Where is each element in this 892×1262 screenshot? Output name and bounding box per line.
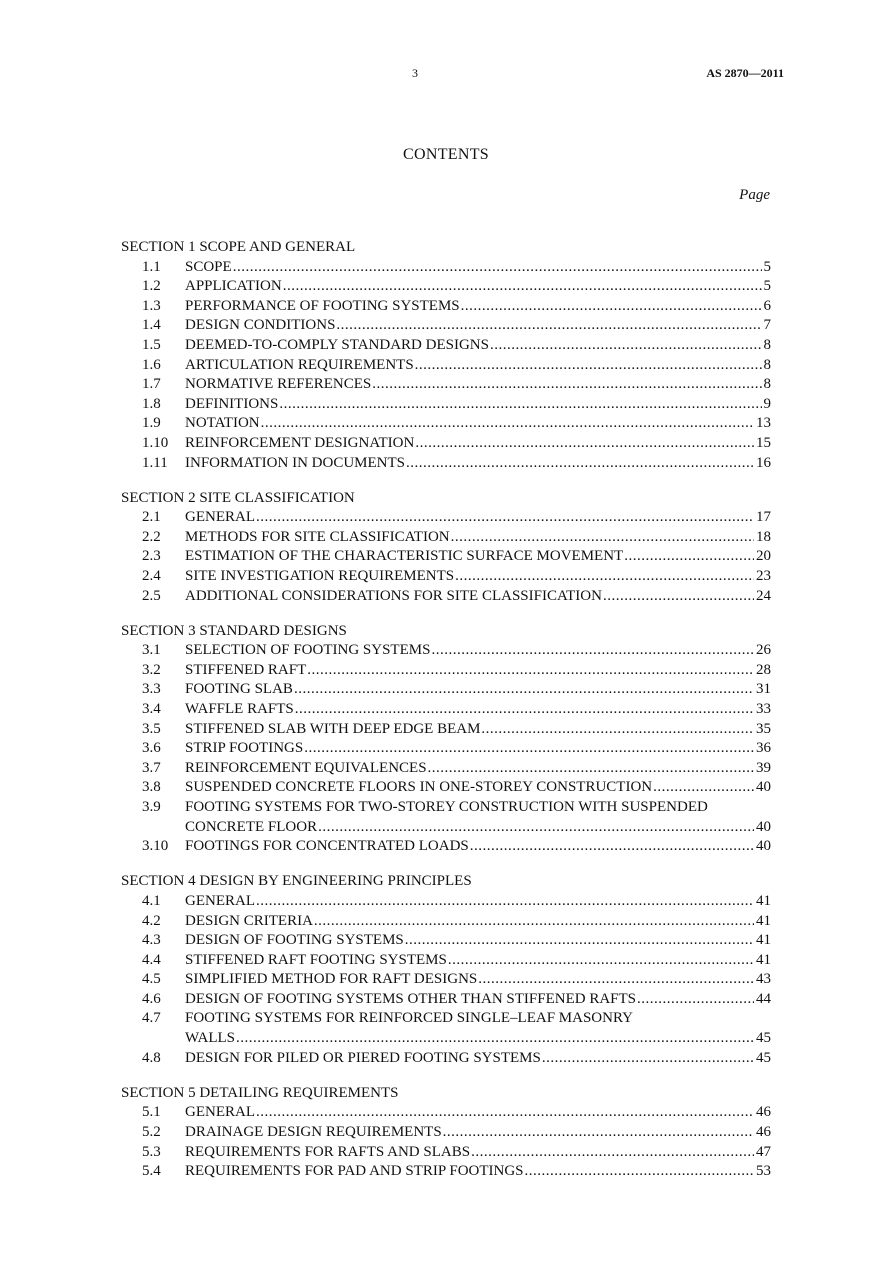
toc-entry[interactable] [121,508,771,528]
page-column-label: Page [739,187,770,203]
entry-line [185,1009,771,1029]
dot-leader [304,739,754,759]
entry-page-number: 45 [756,1030,771,1047]
entry-line [185,297,771,317]
entry-title: DESIGN CRITERIA [185,912,313,929]
toc-entry[interactable] [121,837,771,857]
toc-entry[interactable] [121,798,771,837]
entry-number: 5.2 [142,1123,161,1140]
entry-number: 5.3 [142,1143,161,1160]
entry-page-number: 18 [756,528,771,545]
toc-entry[interactable] [121,356,771,376]
entry-number: 2.5 [142,587,161,604]
entry-title: INFORMATION IN DOCUMENTS [185,454,406,471]
entry-title: DRAINAGE DESIGN REQUIREMENTS [185,1123,442,1140]
entry-title: DESIGN CONDITIONS [185,317,336,334]
entry-number: 3.2 [142,661,161,678]
entry-number: 3.1 [142,642,161,659]
entry-line [185,1162,771,1182]
entry-line [185,641,771,661]
entry-title: FOOTINGS FOR CONCENTRATED LOADS [185,838,469,855]
entry-title: DEEMED-TO-COMPLY STANDARD DESIGNS [185,336,489,353]
entry-line [185,680,771,700]
dot-leader [448,951,754,971]
toc-entry[interactable] [121,892,771,912]
dot-leader [283,277,762,297]
entry-page-number: 40 [756,838,771,855]
entry-page-number: 9 [763,395,771,412]
dot-leader [637,990,754,1010]
entry-title: SIMPLIFIED METHOD FOR RAFT DESIGNS [185,971,478,988]
section-heading: SECTION 5 DETAILING REQUIREMENTS [121,1084,399,1101]
entry-line [185,1123,771,1143]
entry-number: 4.5 [142,971,161,988]
toc-entry[interactable] [121,414,771,434]
entry-title: SITE INVESTIGATION REQUIREMENTS [185,568,455,584]
entry-number: 1.1 [142,258,161,275]
entry-page-number: 47 [756,1143,771,1160]
entry-number: 3.8 [142,779,161,796]
entry-page-number: 41 [756,932,771,949]
entry-line [185,759,771,779]
entry-number: 2.2 [142,528,161,545]
entry-line [185,1029,771,1049]
entry-page-number: 13 [756,415,771,432]
dot-leader [471,1143,754,1163]
entry-title: REINFORCEMENT EQUIVALENCES [185,759,427,776]
dot-leader [415,356,762,376]
entry-page-number: 16 [756,454,771,471]
toc-entry[interactable] [121,297,771,317]
entry-page-number: 8 [763,336,771,353]
entry-number: 4.7 [142,1010,161,1027]
toc-entry[interactable] [121,1049,771,1069]
entry-line [185,1103,771,1123]
entry-number: 4.1 [142,892,161,909]
entry-title: GENERAL [185,1104,255,1121]
entry-line [185,316,771,336]
toc-entry[interactable] [121,277,771,297]
entry-page-number: 20 [756,548,771,565]
entry-page-number: 41 [756,951,771,968]
entry-title: NORMATIVE REFERENCES [185,376,372,393]
entry-number: 1.6 [142,356,161,373]
dot-leader [336,316,761,336]
toc-section [121,1084,771,1182]
entry-number: 5.4 [142,1163,161,1180]
entry-line [185,587,771,607]
entry-number: 3.10 [142,838,169,855]
entry-number: 1.9 [142,415,161,432]
toc-entry[interactable] [121,720,771,740]
toc-entry[interactable] [121,661,771,681]
entry-line [185,990,771,1010]
entry-title: ARTICULATION REQUIREMENTS [185,356,414,373]
dot-leader [372,375,761,395]
entry-line [185,778,771,798]
toc-entry[interactable] [121,970,771,990]
entry-number: 3.6 [142,740,161,757]
toc-section [121,238,771,473]
toc-entry[interactable] [121,739,771,759]
dot-leader [256,1103,754,1123]
entry-line [185,567,771,587]
dot-leader [314,912,754,932]
entry-title: REQUIREMENTS FOR RAFTS AND SLABS [185,1143,471,1160]
entry-title: GENERAL [185,892,255,909]
dot-leader [653,778,754,798]
dot-leader [451,528,754,548]
entry-page-number: 5 [763,278,771,295]
entry-line [185,454,771,474]
dot-leader [461,297,762,317]
dot-leader [624,547,754,567]
toc-entry[interactable] [121,395,771,415]
entry-line [185,1049,771,1069]
entry-page-number: 8 [763,376,771,393]
toc-entry[interactable] [121,990,771,1010]
entry-number: 1.11 [142,454,168,471]
entry-line [185,951,771,971]
entry-title: SUSPENDED CONCRETE FLOORS IN ONE-STOREY CONSTRUCTION [185,779,653,796]
entry-line [185,700,771,720]
entry-line [185,395,771,415]
entry-line [185,818,771,838]
entry-title: ESTIMATION OF THE CHARACTERISTIC SURFACE MOVEMENT [185,548,624,565]
entry-page-number: 43 [756,971,771,988]
entry-title: FOOTING SYSTEMS FOR REINFORCED SINGLE–LEAF MASONRY [185,1010,633,1027]
entry-line [185,277,771,297]
entry-title: CONCRETE FLOOR [185,818,318,835]
entry-title: NOTATION [185,415,260,432]
entry-number: 2.4 [142,568,161,584]
entry-line [185,931,771,951]
toc-entry[interactable] [121,778,771,798]
entry-line [185,892,771,912]
entry-number: 4.8 [142,1049,161,1066]
entry-number: 4.4 [142,951,161,968]
section-heading: SECTION 4 DESIGN BY ENGINEERING PRINCIPLES [121,873,472,890]
entry-title: DESIGN OF FOOTING SYSTEMS OTHER THAN STIFFENED RAFTS [185,990,637,1007]
entry-page-number: 8 [763,356,771,373]
entry-number: 4.3 [142,932,161,949]
entry-title: FOOTING SYSTEMS FOR TWO-STOREY CONSTRUCTION WITH SUSPENDED [185,799,708,816]
entry-line [185,912,771,932]
entry-line [185,258,771,278]
entry-line [185,970,771,990]
dot-leader [279,395,761,415]
toc-entry[interactable] [121,375,771,395]
entry-page-number: 40 [756,818,771,835]
entry-title: METHODS FOR SITE CLASSIFICATION [185,528,450,545]
dot-leader [542,1049,754,1069]
entry-page-number: 36 [756,740,771,757]
entry-number: 1.10 [142,434,169,451]
entry-number: 1.8 [142,395,161,412]
table-of-contents [121,238,771,1197]
toc-entry[interactable] [121,258,771,278]
entry-title: WAFFLE RAFTS [185,701,294,718]
entry-page-number: 46 [756,1123,771,1140]
standard-code: AS 2870—2011 [706,66,784,80]
entry-title: WALLS [185,1030,235,1047]
dot-leader [490,336,762,356]
entry-number: 3.3 [142,681,161,698]
dot-leader [455,567,754,587]
toc-entry[interactable] [121,434,771,454]
entry-page-number: 53 [756,1163,771,1180]
dot-leader [233,258,762,278]
entry-number: 1.3 [142,297,161,314]
entry-line [185,1143,771,1163]
entry-number: 1.4 [142,317,161,334]
entry-page-number: 26 [756,642,771,659]
toc-entry[interactable] [121,759,771,779]
entry-title: ADDITIONAL CONSIDERATIONS FOR SITE CLASSIFICATION [185,587,602,604]
entry-page-number: 24 [756,587,771,604]
entry-page-number: 23 [756,568,771,584]
entry-title: STRIP FOOTINGS [185,740,304,757]
section-heading: SECTION 1 SCOPE AND GENERAL [121,239,356,255]
entry-title: REINFORCEMENT DESIGNATION [185,434,415,451]
entry-title: STIFFENED RAFT [185,661,307,678]
toc-entry[interactable] [121,587,771,607]
dot-leader [236,1029,754,1049]
entry-title: REQUIREMENTS FOR PAD AND STRIP FOOTINGS [185,1163,524,1180]
toc-entry[interactable] [121,951,771,971]
toc-entry[interactable] [121,931,771,951]
dot-leader [415,434,754,454]
entry-number: 2.3 [142,548,161,565]
entry-page-number: 44 [756,990,771,1007]
entry-page-number: 6 [763,297,771,314]
entry-number: 3.9 [142,799,161,816]
entry-title: DEFINITIONS [185,395,279,412]
entry-page-number: 35 [756,720,771,737]
entry-line [185,336,771,356]
entry-line [185,547,771,567]
dot-leader [431,641,754,661]
toc-entry[interactable] [121,547,771,567]
entry-page-number: 15 [756,434,771,451]
entry-title: STIFFENED SLAB WITH DEEP EDGE BEAM [185,720,481,737]
entry-page-number: 41 [756,912,771,929]
entry-title: SELECTION OF FOOTING SYSTEMS [185,642,431,659]
entry-page-number: 40 [756,779,771,796]
entry-page-number: 7 [763,317,771,334]
section-heading: SECTION 3 STANDARD DESIGNS [121,622,347,639]
dot-leader [470,837,754,857]
entry-page-number: 41 [756,892,771,909]
entry-number: 4.6 [142,990,161,1007]
entry-number: 5.1 [142,1104,161,1121]
entry-page-number: 45 [756,1049,771,1066]
entry-line [185,739,771,759]
dot-leader [318,818,754,838]
entry-page-number: 17 [756,509,771,526]
dot-leader [294,680,754,700]
entry-line [185,661,771,681]
entry-number: 1.5 [142,336,161,353]
entry-title: STIFFENED RAFT FOOTING SYSTEMS [185,951,447,968]
entry-line [185,414,771,434]
toc-section [121,489,771,607]
entry-page-number: 31 [756,681,771,698]
dot-leader [256,892,754,912]
toc-entry[interactable] [121,1162,771,1182]
entry-line [185,837,771,857]
toc-entry[interactable] [121,316,771,336]
dot-leader [443,1123,754,1143]
toc-entry[interactable] [121,528,771,548]
entry-number: 1.2 [142,278,161,295]
entry-title: PERFORMANCE OF FOOTING SYSTEMS [185,297,460,314]
dot-leader [307,661,754,681]
entry-title: FOOTING SLAB [185,681,293,698]
entry-page-number: 5 [763,258,771,275]
toc-entry[interactable] [121,912,771,932]
entry-line [185,356,771,376]
toc-entry[interactable] [121,1143,771,1163]
entry-page-number: 39 [756,759,771,776]
toc-section [121,872,771,1068]
page-title: CONTENTS [403,146,489,163]
toc-entry[interactable] [121,680,771,700]
entry-line [185,434,771,454]
entry-title: APPLICATION [185,278,282,295]
section-heading: SECTION 2 SITE CLASSIFICATION [121,489,355,506]
entry-line [185,508,771,528]
toc-entry[interactable] [121,454,771,474]
dot-leader [295,700,754,720]
dot-leader [261,414,754,434]
entry-title: GENERAL [185,509,255,526]
dot-leader [478,970,754,990]
toc-entry[interactable] [121,641,771,661]
entry-line [185,720,771,740]
dot-leader [406,454,754,474]
dot-leader [481,720,754,740]
entry-page-number: 28 [756,661,771,678]
entry-number: 1.7 [142,376,161,393]
toc-entry[interactable] [121,1103,771,1123]
toc-entry[interactable] [121,1009,771,1048]
toc-entry[interactable] [121,1123,771,1143]
dot-leader [603,587,754,607]
dot-leader [525,1162,754,1182]
entry-title: DESIGN OF FOOTING SYSTEMS [185,932,404,949]
entry-number: 4.2 [142,912,161,929]
entry-title: SCOPE [185,258,232,275]
dot-leader [405,931,754,951]
entry-line [185,375,771,395]
toc-entry[interactable] [121,700,771,720]
dot-leader [256,508,754,528]
entry-number: 3.4 [142,701,161,718]
entry-title: DESIGN FOR PILED OR PIERED FOOTING SYSTEMS [185,1049,541,1066]
entry-number: 2.1 [142,509,161,526]
entry-number: 3.5 [142,720,161,737]
entry-line [185,798,771,818]
entry-line [185,528,771,548]
toc-section [121,622,771,857]
toc-entry[interactable] [121,336,771,356]
page-number: 3 [412,66,418,80]
entry-page-number: 33 [756,701,771,718]
entry-number: 3.7 [142,759,161,776]
dot-leader [428,759,754,779]
toc-entry[interactable] [121,567,771,587]
entry-page-number: 46 [756,1104,771,1121]
